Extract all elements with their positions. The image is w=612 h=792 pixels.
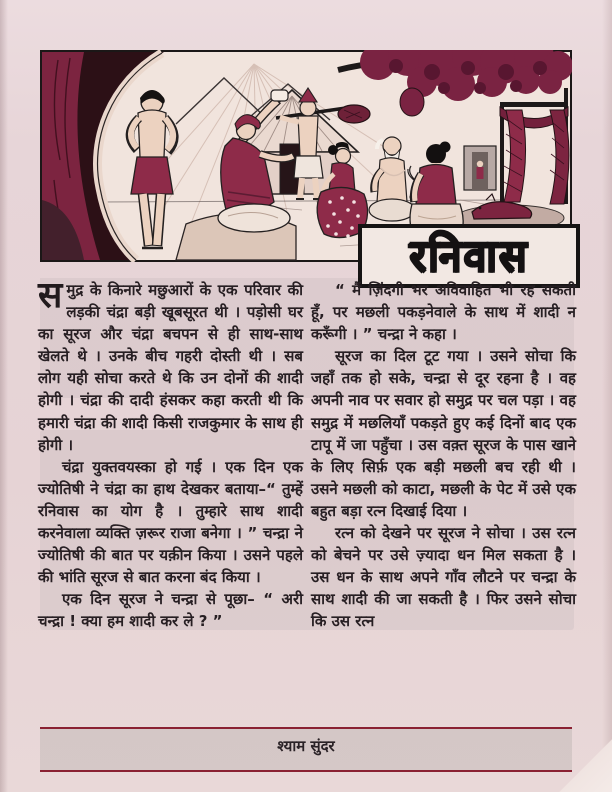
paragraph: सूरज का दिल टूट गया । उसने सोचा कि जहाँ तक हो सके, चन्द्रा से दूर रहना है । वह अपनी नाव पर सवार हो समुद्र पर चल पड़ा । वह समुद्र में मछलियाँ पकड़ते हुए कई दिनों बाद एक टापू में जा पहुँचा । उस वक़्त सूरज के पास खाने के लिए सिर्फ़ एक बड़ी मछली बच रही थी । उसने मछली को काटा, मछली के पेट में उसे एक बहुत बड़ा रत्न दिखाई दिया । — [311, 347, 576, 520]
paragraph-text: मुद्र के किनारे मछुआरों के एक परिवार की लड़की चंद्रा बड़ी खूबसूरत थी । पड़ोसी घर का सूरज और चंद्रा बचपन से ही साथ-साथ खेलते थे । उनके बीच गहरी दोस्ती थी । सब लोग यही सोचा करते थे कि उन दोनों की शादी होगी । चंद्रा की दादी हंसकर कहा करती थी कि हमारी चंद्रा की शादी किसी राजकुमार के साथ ही होगी । — [38, 281, 303, 454]
text-column-left — [38, 275, 303, 633]
footer-rule-top — [40, 727, 572, 729]
paragraph — [38, 275, 303, 456]
drop-cap: स — [38, 275, 63, 316]
footer-rule-bottom — [40, 770, 572, 772]
paragraph: एक दिन सूरज ने चन्द्रा से पूछा– “ अरी चन्द्रा ! क्या हम शादी कर ले ? ” — [38, 590, 303, 631]
village-doorway — [464, 146, 496, 190]
paragraph: चंद्रा युक्तवयस्का हो गई । एक दिन एक ज्योतिषी ने चंद्रा का हाथ देखकर बताया–“ तुम्हें रनिवास का योग है । तुम्हारे साथ शादी करनेवाला व्यक्ति ज़रूर राजा बनेगा । ” चन्द्रा ने ज्योतिषी की बात पर यक़ीन किया । उसने पहले की भांति सूरज से बात करना बंद किया । — [38, 457, 303, 587]
author-name: श्याम सुंदर — [277, 737, 335, 755]
paragraph: “ मैं ज़िंदगी भर अविवाहित भी रह सकती हूँ, पर मछली पकड़नेवाले के साथ में शादी न करूँगी । ” चन्द्रा ने कहा । — [311, 281, 576, 344]
paragraph: रत्न को देखने पर सूरज ने सोचा । उस रत्न को बेचने पर उसे ज़्यादा धन मिल सकता है । उस धन के साथ अपने गाँव लौटने पर चन्द्रा के साथ शादी की जा सकती है । फिर उसने सोचा कि उस रत्न — [311, 524, 576, 631]
text-column-right — [311, 279, 576, 633]
hanging-fruit — [400, 88, 424, 116]
story-title: रनिवास — [409, 229, 529, 282]
